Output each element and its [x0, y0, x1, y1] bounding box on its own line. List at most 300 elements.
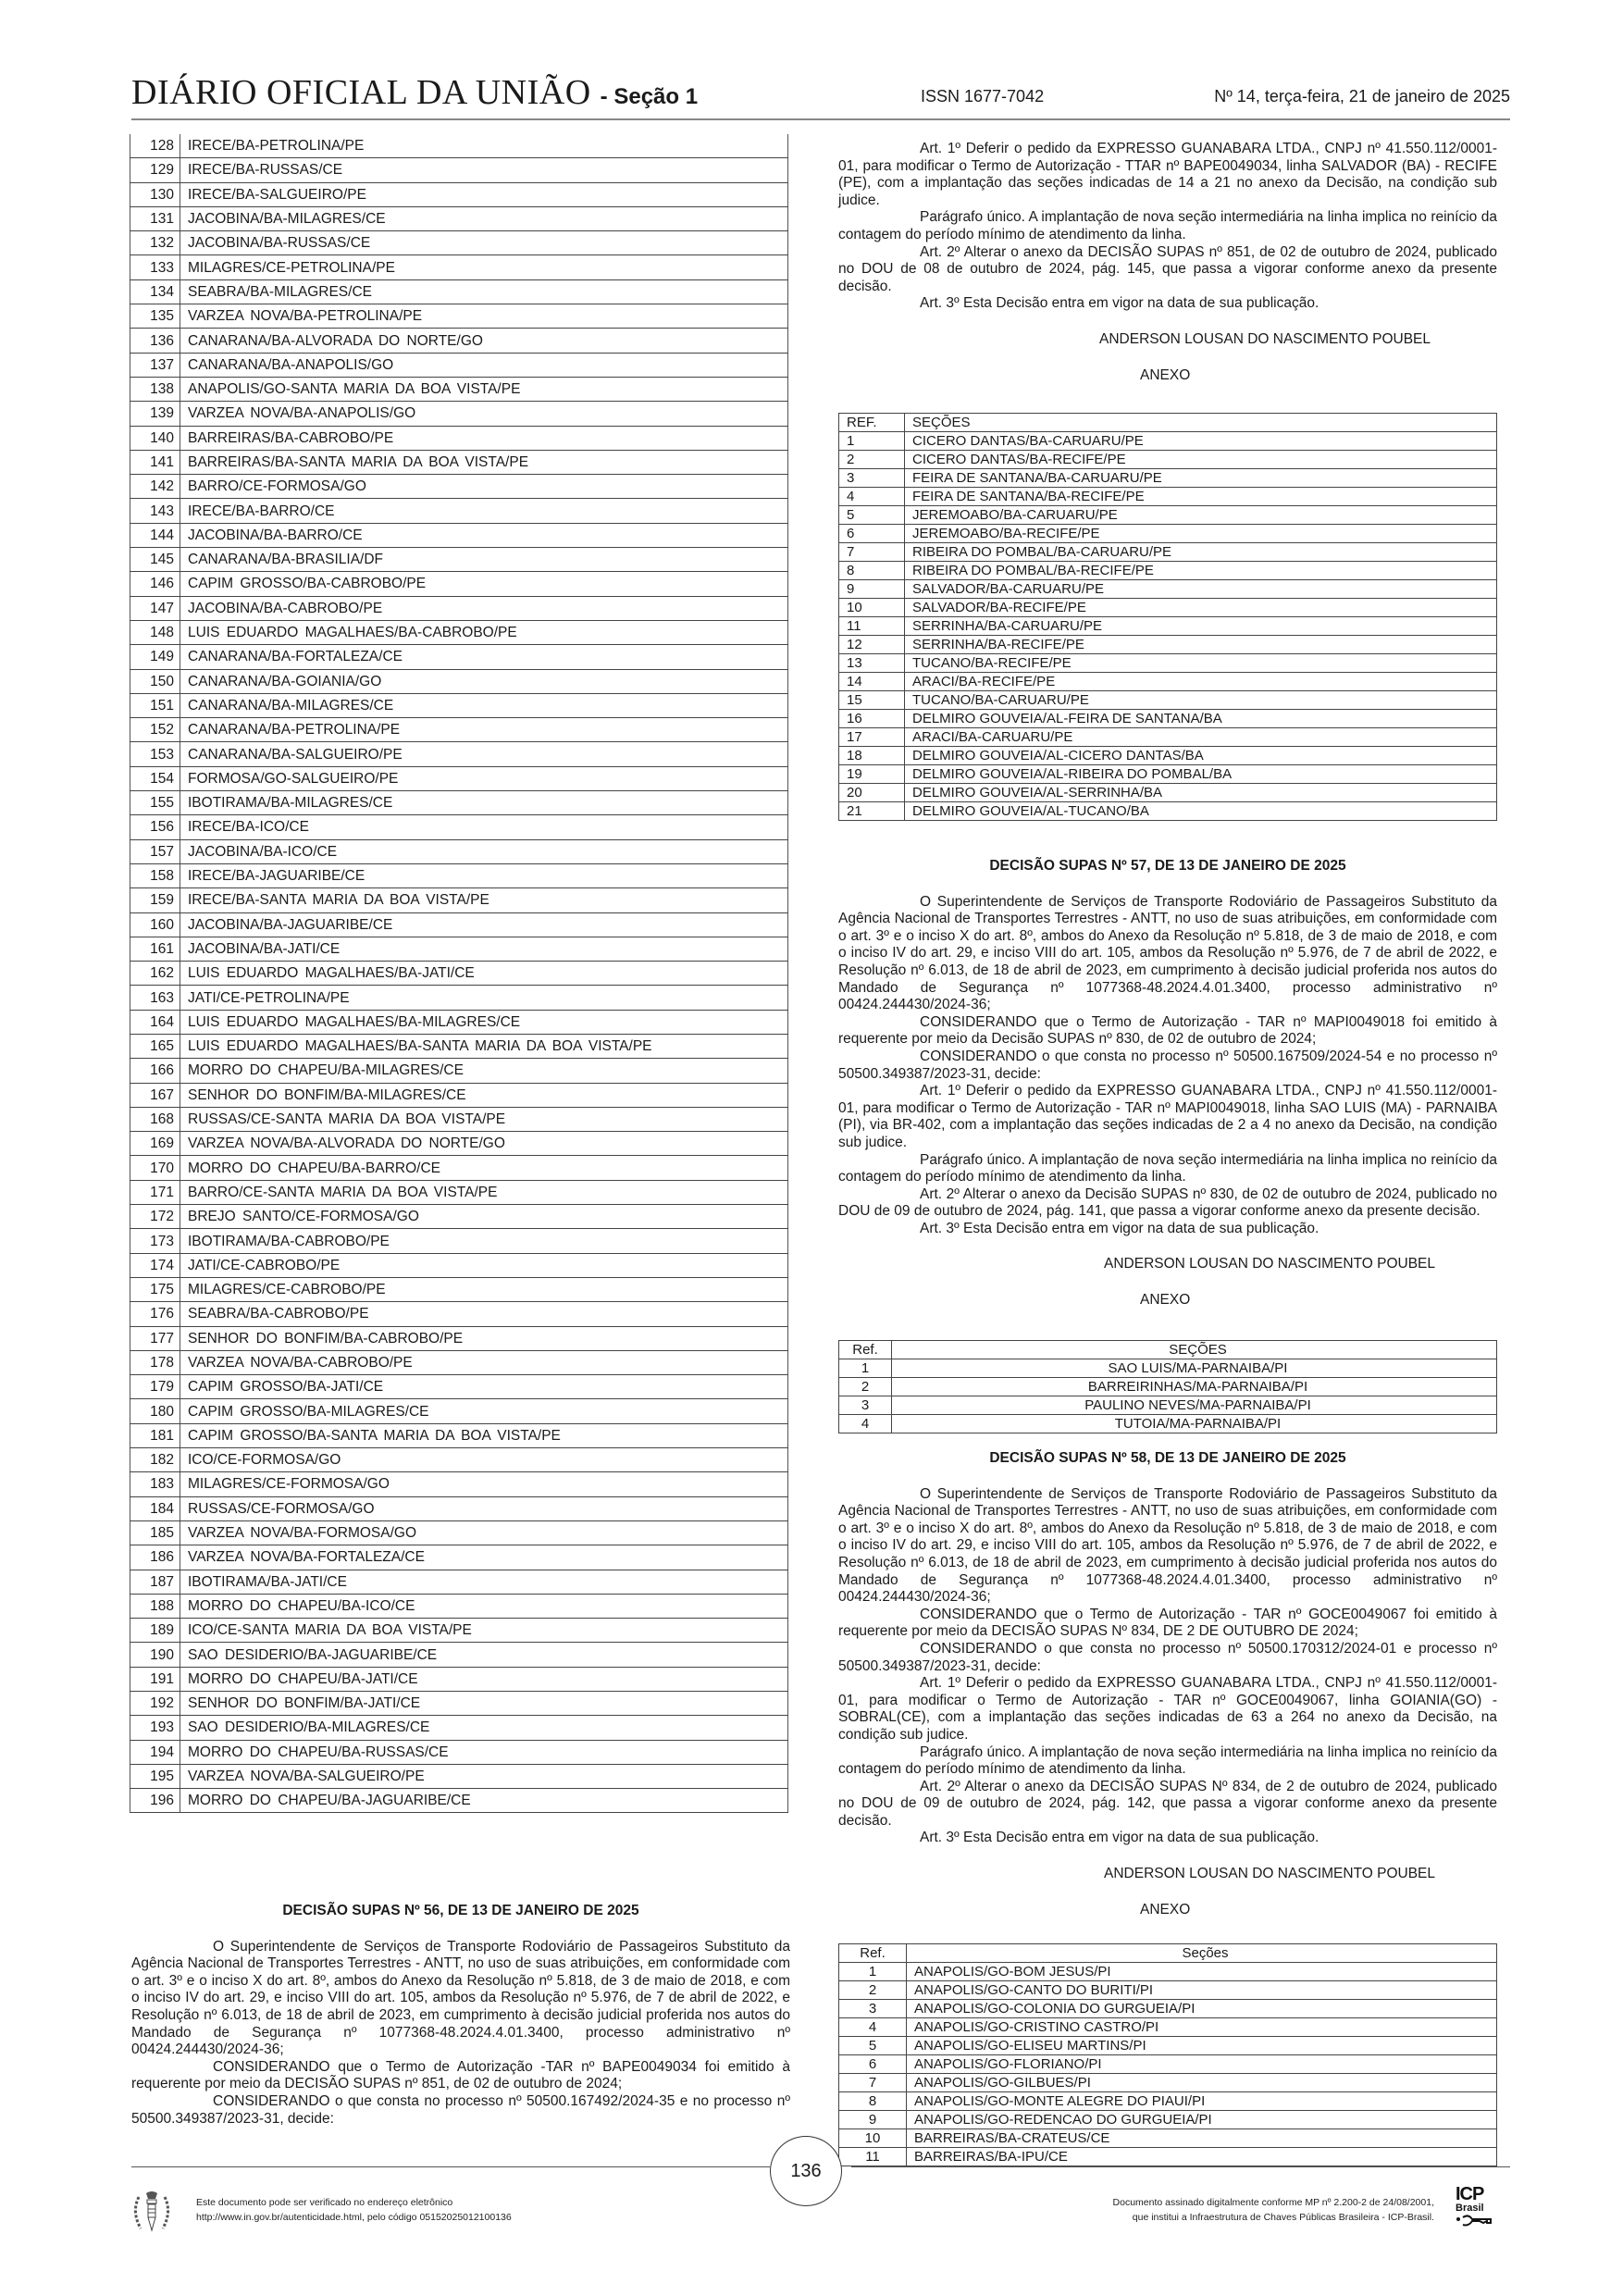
table-row — [130, 1740, 788, 1764]
section-route: TUCANO/BA-CARUARU/PE — [905, 691, 1497, 710]
section-route: MORRO DO CHAPEU/BA-MILAGRES/CE — [180, 1059, 788, 1083]
section-route: ANAPOLIS/GO-ELISEU MARTINS/PI — [907, 2037, 1497, 2055]
row-number: 142 — [130, 475, 180, 499]
table-row — [130, 596, 788, 620]
table-row — [839, 469, 1497, 488]
table-row — [839, 1359, 1497, 1378]
row-number: 153 — [130, 742, 180, 766]
decisao-56-continued — [838, 141, 1497, 384]
section-route: ARACI/BA-RECIFE/PE — [905, 673, 1497, 691]
ref-number: 20 — [839, 784, 905, 802]
icp-brasil-key-icon — [1456, 2186, 1494, 2238]
masthead — [131, 72, 698, 113]
national-press-emblem-icon — [130, 2188, 174, 2236]
ref-number: 2 — [839, 451, 905, 469]
table-row — [130, 134, 788, 158]
section-route: PAULINO NEVES/MA-PARNAIBA/PI — [892, 1396, 1497, 1415]
section-route: ARACI/BA-CARUARU/PE — [905, 728, 1497, 747]
section-route: DELMIRO GOUVEIA/AL-CICERO DANTAS/BA — [905, 747, 1497, 765]
section-route: FEIRA DE SANTANA/BA-RECIFE/PE — [905, 488, 1497, 506]
row-number: 140 — [130, 426, 180, 450]
table-row — [130, 1229, 788, 1253]
footer-divider — [851, 2166, 1510, 2167]
row-number: 149 — [130, 645, 180, 669]
section-route: MORRO DO CHAPEU/BA-JATI/CE — [180, 1667, 788, 1691]
table-row — [130, 1302, 788, 1326]
table-row — [130, 1399, 788, 1423]
section-route: CANARANA/BA-PETROLINA/PE — [180, 718, 788, 742]
table-row — [130, 402, 788, 426]
section-route: FORMOSA/GO-SALGUEIRO/PE — [180, 766, 788, 790]
row-number: 186 — [130, 1545, 180, 1570]
table-row — [839, 580, 1497, 599]
section-route: SENHOR DO BONFIM/BA-CABROBO/PE — [180, 1326, 788, 1350]
section-route: JATI/CE-PETROLINA/PE — [180, 986, 788, 1010]
table-row — [130, 1253, 788, 1277]
table-row — [130, 475, 788, 499]
section-route: JEREMOABO/BA-CARUARU/PE — [905, 506, 1497, 525]
section-route: SEABRA/BA-CABROBO/PE — [180, 1302, 788, 1326]
section-route: IBOTIRAMA/BA-JATI/CE — [180, 1570, 788, 1594]
table-row — [839, 543, 1497, 562]
table-row — [839, 710, 1497, 728]
section-route: SENHOR DO BONFIM/BA-MILAGRES/CE — [180, 1083, 788, 1107]
table-row — [130, 1472, 788, 1496]
table-row — [130, 426, 788, 450]
table-row — [130, 1716, 788, 1740]
table-row — [130, 304, 788, 329]
row-number: 148 — [130, 620, 180, 644]
row-number: 130 — [130, 182, 180, 206]
table-row — [839, 1981, 1497, 2000]
row-number: 128 — [130, 134, 180, 158]
section-route: VARZEA NOVA/BA-PETROLINA/PE — [180, 304, 788, 329]
table-row — [839, 636, 1497, 654]
section-route: BARRO/CE-FORMOSA/GO — [180, 475, 788, 499]
issue-date: Nº 14, terça-feira, 21 de janeiro de 2025 — [1214, 87, 1510, 105]
section-route: VARZEA NOVA/BA-FORTALEZA/CE — [180, 1545, 788, 1570]
table-row — [839, 617, 1497, 636]
table-row — [839, 2018, 1497, 2037]
table-row — [839, 2092, 1497, 2111]
row-number: 137 — [130, 353, 180, 377]
row-number: 158 — [130, 863, 180, 887]
annex-table-58 — [838, 1943, 1497, 2166]
section-route: ANAPOLIS/GO-CANTO DO BURITI/PI — [907, 1981, 1497, 2000]
table-row — [839, 2074, 1497, 2092]
table-row — [130, 1107, 788, 1131]
row-number: 191 — [130, 1667, 180, 1691]
row-number: 161 — [130, 937, 180, 961]
row-number: 167 — [130, 1083, 180, 1107]
section-label: - Seção 1 — [600, 84, 699, 109]
table-row — [130, 1545, 788, 1570]
table-row — [130, 888, 788, 912]
table-row — [130, 1789, 788, 1813]
ref-number: 1 — [839, 432, 905, 451]
row-number: 163 — [130, 986, 180, 1010]
paragraph: CONSIDERANDO que o Termo de Autorização - TAR nº GOCE0049067 foi emitido à requerente por meio da DECISÃO SUPAS Nº 834, DE 2 DE OUTUBRO DE 2024; — [838, 1606, 1497, 1640]
table-row — [130, 693, 788, 717]
icp-logo-subtext: Brasil — [1456, 2203, 1484, 2214]
section-route: LUIS EDUARDO MAGALHAES/BA-SANTA MARIA DA BOA VISTA/PE — [180, 1034, 788, 1058]
table-row — [839, 2111, 1497, 2129]
ref-number: 8 — [839, 2092, 907, 2111]
ref-number: 9 — [839, 2111, 907, 2129]
ref-number: 6 — [839, 2055, 907, 2074]
sections-table-continued — [130, 134, 788, 1813]
section-route: CAPIM GROSSO/BA-JATI/CE — [180, 1375, 788, 1399]
section-route: CANARANA/BA-SALGUEIRO/PE — [180, 742, 788, 766]
section-route: CICERO DANTAS/BA-RECIFE/PE — [905, 451, 1497, 469]
column-header-ref: REF. — [839, 414, 905, 432]
verification-notice — [196, 2195, 512, 2225]
section-route: JACOBINA/BA-RUSSAS/CE — [180, 231, 788, 255]
section-route: ANAPOLIS/GO-COLONIA DO GURGUEIA/PI — [907, 2000, 1497, 2018]
section-route: JACOBINA/BA-CABROBO/PE — [180, 596, 788, 620]
table-row — [130, 353, 788, 377]
icp-logo-text: ICP — [1456, 2184, 1484, 2204]
table-row — [130, 158, 788, 182]
table-row — [130, 1205, 788, 1229]
section-route: CANARANA/BA-MILAGRES/CE — [180, 693, 788, 717]
row-number: 195 — [130, 1764, 180, 1788]
column-header-secoes: Seções — [907, 1944, 1497, 1963]
ref-number: 4 — [839, 1415, 892, 1433]
table-row — [130, 1643, 788, 1667]
table-row — [130, 1764, 788, 1788]
ref-number: 5 — [839, 506, 905, 525]
section-route: RIBEIRA DO POMBAL/BA-RECIFE/PE — [905, 562, 1497, 580]
column-header-secoes: SEÇÕES — [905, 414, 1497, 432]
section-route: CANARANA/BA-ANAPOLIS/GO — [180, 353, 788, 377]
row-number: 129 — [130, 158, 180, 182]
ref-number: 2 — [839, 1981, 907, 2000]
table-row — [130, 1448, 788, 1472]
table-row — [130, 815, 788, 839]
paragraph: CONSIDERANDO o que consta no processo nº 50500.170312/2024-01 e processo nº 50500.349387/2023-31, decide: — [838, 1640, 1497, 1674]
ref-number: 17 — [839, 728, 905, 747]
table-row — [130, 523, 788, 547]
section-route: SEABRA/BA-MILAGRES/CE — [180, 279, 788, 304]
section-route: IRECE/BA-BARRO/CE — [180, 499, 788, 523]
paragraph: Parágrafo único. A implantação de nova seção intermediária na linha implica no reinício da contagem do período mínimo de atendimento da linha. — [838, 1151, 1497, 1185]
ref-number: 16 — [839, 710, 905, 728]
section-route: IRECE/BA-JAGUARIBE/CE — [180, 863, 788, 887]
row-number: 159 — [130, 888, 180, 912]
row-number: 154 — [130, 766, 180, 790]
table-row — [130, 1619, 788, 1643]
section-route: BARREIRAS/BA-SANTA MARIA DA BOA VISTA/PE — [180, 450, 788, 474]
page-number-text: 136 — [790, 2160, 822, 2181]
row-number: 189 — [130, 1619, 180, 1643]
footer-divider — [131, 2166, 770, 2167]
ref-number: 3 — [839, 2000, 907, 2018]
section-route: ANAPOLIS/GO-BOM JESUS/PI — [907, 1963, 1497, 1981]
table-row — [839, 654, 1497, 673]
ref-number: 1 — [839, 1963, 907, 1981]
row-number: 151 — [130, 693, 180, 717]
table-row — [839, 1415, 1497, 1433]
table-row — [130, 1156, 788, 1180]
section-route: BARREIRINHAS/MA-PARNAIBA/PI — [892, 1378, 1497, 1396]
ref-number: 14 — [839, 673, 905, 691]
table-row — [130, 937, 788, 961]
row-number: 196 — [130, 1789, 180, 1813]
annex-table-56 — [838, 413, 1497, 821]
ref-number: 7 — [839, 2074, 907, 2092]
table-row — [839, 2055, 1497, 2074]
table-row — [130, 206, 788, 230]
row-number: 193 — [130, 1716, 180, 1740]
row-number: 146 — [130, 572, 180, 596]
section-route: CANARANA/BA-ALVORADA DO NORTE/GO — [180, 329, 788, 353]
row-number: 147 — [130, 596, 180, 620]
row-number: 133 — [130, 255, 180, 279]
paragraph: Parágrafo único. A implantação de nova seção intermediária na linha implica no reinício da contagem do período mínimo de atendimento da linha. — [838, 209, 1497, 242]
section-route: ANAPOLIS/GO-MONTE ALEGRE DO PIAUI/PI — [907, 2092, 1497, 2111]
ref-number: 9 — [839, 580, 905, 599]
table-row — [839, 1378, 1497, 1396]
section-route: ANAPOLIS/GO-REDENCAO DO GURGUEIA/PI — [907, 2111, 1497, 2129]
section-route: CAPIM GROSSO/BA-CABROBO/PE — [180, 572, 788, 596]
row-number: 144 — [130, 523, 180, 547]
section-route: VARZEA NOVA/BA-ANAPOLIS/GO — [180, 402, 788, 426]
digital-signature-notice — [953, 2195, 1434, 2225]
table-row — [130, 1375, 788, 1399]
ref-number: 21 — [839, 802, 905, 821]
table-row — [130, 620, 788, 644]
section-route: DELMIRO GOUVEIA/AL-RIBEIRA DO POMBAL/BA — [905, 765, 1497, 784]
ref-number: 3 — [839, 1396, 892, 1415]
section-route: TUTOIA/MA-PARNAIBA/PI — [892, 1415, 1497, 1433]
table-row — [130, 1180, 788, 1204]
annex-label: ANEXO — [1140, 1292, 1191, 1309]
section-route: JEREMOABO/BA-RECIFE/PE — [905, 525, 1497, 543]
section-route: BREJO SANTO/CE-FORMOSA/GO — [180, 1205, 788, 1229]
table-row — [130, 329, 788, 353]
section-route: JACOBINA/BA-JATI/CE — [180, 937, 788, 961]
paragraph: Art. 2º Alterar o anexo da DECISÃO SUPAS nº 851, de 02 de outubro de 2024, publicado no DOU de 08 de outubro de 2024, pág. 145, que passa a vigorar conforme anexo da presente decisão. — [838, 243, 1497, 294]
section-route: CAPIM GROSSO/BA-MILAGRES/CE — [180, 1399, 788, 1423]
annex-table-57 — [838, 1340, 1497, 1433]
ref-number: 7 — [839, 543, 905, 562]
row-number: 172 — [130, 1205, 180, 1229]
paragraph: Art. 3º Esta Decisão entra em vigor na data de sua publicação. — [920, 295, 1319, 312]
signature: ANDERSON LOUSAN DO NASCIMENTO POUBEL — [1104, 1256, 1436, 1272]
section-route: MILAGRES/CE-CABROBO/PE — [180, 1277, 788, 1301]
table-row — [839, 432, 1497, 451]
paragraph: Art. 3º Esta Decisão entra em vigor na data de sua publicação. — [920, 1220, 1319, 1236]
paragraph: Art. 2º Alterar o anexo da DECISÃO SUPAS Nº 834, de 2 de outubro de 2024, publicado no DOU de 09 de outubro de 2024, pág. 142, que passa a vigorar conforme anexo da presente decisão. — [838, 1778, 1497, 1829]
paragraph: CONSIDERANDO que o Termo de Autorização - TAR nº MAPI0049018 foi emitido à requerente por meio da Decisão SUPAS nº 830, de 02 de outubro de 2024; — [838, 1013, 1497, 1048]
ref-number: 10 — [839, 2129, 907, 2148]
paragraph: O Superintendente de Serviços de Transporte Rodoviário de Passageiros Substituto da Agência Nacional de Transportes Terrestres - ANTT, no uso de suas atribuições, em conformidade com o art. 3º e o inciso X do art. 8º, ambos do Anexo da Resolução nº 5.818, de 3 de maio de 2018, e com o inciso IV do art. 29, e inciso VIII do art. 105, ambos da Resolução nº 5.976, de 7 de abril de 2022, e Resolução nº 6.013, de 18 de abril de 2023, em cumprimento à decisão judicial proferida nos autos do Mandado de Segurança nº 1077368-48.2024.4.01.3400, processo administrativo nº 00424.244430/2024-36; — [131, 1938, 790, 2058]
section-route: DELMIRO GOUVEIA/AL-FEIRA DE SANTANA/BA — [905, 710, 1497, 728]
section-route: SALVADOR/BA-RECIFE/PE — [905, 599, 1497, 617]
row-number: 175 — [130, 1277, 180, 1301]
table-row — [839, 2000, 1497, 2018]
row-number: 187 — [130, 1570, 180, 1594]
table-row — [839, 747, 1497, 765]
page-number — [770, 2136, 842, 2206]
table-row — [130, 912, 788, 937]
table-row — [130, 1350, 788, 1374]
signature-notice-line-1: Documento assinado digitalmente conforme MP nº 2.200-2 de 24/08/2001, — [1112, 2197, 1434, 2208]
section-route: SERRINHA/BA-CARUARU/PE — [905, 617, 1497, 636]
ref-number: 4 — [839, 2018, 907, 2037]
row-number: 132 — [130, 231, 180, 255]
table-row — [130, 548, 788, 572]
section-route: IBOTIRAMA/BA-CABROBO/PE — [180, 1229, 788, 1253]
section-route: CANARANA/BA-FORTALEZA/CE — [180, 645, 788, 669]
decisao-58-title: DECISÃO SUPAS Nº 58, DE 13 DE JANEIRO DE 2025 — [989, 1450, 1346, 1466]
table-row — [130, 1496, 788, 1520]
section-route: MILAGRES/CE-FORMOSA/GO — [180, 1472, 788, 1496]
table-row — [130, 645, 788, 669]
ref-number: 3 — [839, 469, 905, 488]
table-row — [130, 1059, 788, 1083]
table-row — [130, 1423, 788, 1447]
section-route: IBOTIRAMA/BA-MILAGRES/CE — [180, 791, 788, 815]
section-route: IRECE/BA-RUSSAS/CE — [180, 158, 788, 182]
section-route: RIBEIRA DO POMBAL/BA-CARUARU/PE — [905, 543, 1497, 562]
section-route: IRECE/BA-PETROLINA/PE — [180, 134, 788, 158]
section-route: VARZEA NOVA/BA-SALGUEIRO/PE — [180, 1764, 788, 1788]
table-row — [130, 1570, 788, 1594]
table-row — [130, 1520, 788, 1545]
table-row — [839, 673, 1497, 691]
paragraph: Art. 1º Deferir o pedido da EXPRESSO GUANABARA LTDA., CNPJ nº 41.550.112/0001-01, para modificar o Termo de Autorização - TTAR nº BAPE0049034, linha SALVADOR (BA) - RECIFE (PE), com a implantação das seções indicadas de 14 a 21 no anexo da Decisão, na condição sub judice. — [838, 141, 1497, 208]
table-row — [130, 986, 788, 1010]
section-route: SALVADOR/BA-CARUARU/PE — [905, 580, 1497, 599]
section-route: ICO/CE-FORMOSA/GO — [180, 1448, 788, 1472]
table-row — [130, 255, 788, 279]
paragraph: Art. 1º Deferir o pedido da EXPRESSO GUANABARA LTDA., CNPJ nº 41.550.112/0001-01, para modificar o Termo de Autorização - TAR nº MAPI0049018, linha SAO LUIS (MA) - PARNAIBA (PI), via BR-402, com a implantação das seções indicadas de 2 a 4 no anexo da Decisão, na condição sub judice. — [838, 1083, 1497, 1150]
row-number: 136 — [130, 329, 180, 353]
section-route: VARZEA NOVA/BA-FORMOSA/GO — [180, 1520, 788, 1545]
table-row — [839, 802, 1497, 821]
row-number: 134 — [130, 279, 180, 304]
decisao-57-title: DECISÃO SUPAS Nº 57, DE 13 DE JANEIRO DE 2025 — [989, 858, 1346, 874]
ref-number: 1 — [839, 1359, 892, 1378]
row-number: 131 — [130, 206, 180, 230]
table-row — [839, 2148, 1497, 2166]
table-row — [839, 784, 1497, 802]
column-header-ref: Ref. — [839, 1341, 892, 1359]
section-route: VARZEA NOVA/BA-ALVORADA DO NORTE/GO — [180, 1132, 788, 1156]
section-route: ICO/CE-SANTA MARIA DA BOA VISTA/PE — [180, 1619, 788, 1643]
table-row — [130, 1034, 788, 1058]
table-row — [130, 279, 788, 304]
section-route: IRECE/BA-ICO/CE — [180, 815, 788, 839]
row-number: 165 — [130, 1034, 180, 1058]
section-route: LUIS EDUARDO MAGALHAES/BA-CABROBO/PE — [180, 620, 788, 644]
table-row — [130, 863, 788, 887]
table-row — [130, 1594, 788, 1618]
ref-number: 2 — [839, 1378, 892, 1396]
row-number: 183 — [130, 1472, 180, 1496]
section-route: LUIS EDUARDO MAGALHAES/BA-JATI/CE — [180, 962, 788, 986]
section-route: IRECE/BA-SANTA MARIA DA BOA VISTA/PE — [180, 888, 788, 912]
paragraph: Art. 1º Deferir o pedido da EXPRESSO GUANABARA LTDA., CNPJ nº 41.550.112/0001-01, para modificar o Termo de Autorização - TAR nº GOCE0049067, linha GOIANIA(GO) - SOBRAL(CE), com a implantação das seções indicadas de 63 a 264 no anexo da Decisão, na condição sub judice. — [838, 1675, 1497, 1743]
table-row — [839, 451, 1497, 469]
ref-number: 13 — [839, 654, 905, 673]
table-row — [839, 525, 1497, 543]
row-number: 194 — [130, 1740, 180, 1764]
table-row — [130, 1326, 788, 1350]
row-number: 171 — [130, 1180, 180, 1204]
row-number: 192 — [130, 1692, 180, 1716]
decisao-57 — [838, 858, 1497, 1309]
row-number: 135 — [130, 304, 180, 329]
table-row — [130, 450, 788, 474]
ref-number: 4 — [839, 488, 905, 506]
table-row — [130, 839, 788, 863]
table-row — [839, 1963, 1497, 1981]
table-row — [130, 182, 788, 206]
row-number: 185 — [130, 1520, 180, 1545]
table-row — [839, 2129, 1497, 2148]
row-number: 173 — [130, 1229, 180, 1253]
paragraph: CONSIDERANDO o que consta no processo nº 50500.167492/2024-35 e no processo nº 50500.349387/2023-31, decide: — [131, 2092, 790, 2127]
row-number: 190 — [130, 1643, 180, 1667]
decisao-56-title: DECISÃO SUPAS Nº 56, DE 13 DE JANEIRO DE 2025 — [282, 1903, 639, 1918]
table-row — [839, 488, 1497, 506]
table-row — [130, 1010, 788, 1034]
table-row — [839, 728, 1497, 747]
row-number: 174 — [130, 1253, 180, 1277]
table-row — [130, 1277, 788, 1301]
row-number: 188 — [130, 1594, 180, 1618]
section-route: SAO LUIS/MA-PARNAIBA/PI — [892, 1359, 1497, 1378]
ref-number: 19 — [839, 765, 905, 784]
row-number: 152 — [130, 718, 180, 742]
ref-number: 11 — [839, 617, 905, 636]
column-header-ref: Ref. — [839, 1944, 907, 1963]
section-route: SAO DESIDERIO/BA-MILAGRES/CE — [180, 1716, 788, 1740]
row-number: 180 — [130, 1399, 180, 1423]
column-header-secoes: SEÇÕES — [892, 1341, 1497, 1359]
section-route: ANAPOLIS/GO-GILBUES/PI — [907, 2074, 1497, 2092]
table-row — [130, 572, 788, 596]
table-row — [839, 562, 1497, 580]
row-number: 162 — [130, 962, 180, 986]
section-route: BARREIRAS/BA-CABROBO/PE — [180, 426, 788, 450]
row-number: 168 — [130, 1107, 180, 1131]
section-route: JACOBINA/BA-MILAGRES/CE — [180, 206, 788, 230]
row-number: 143 — [130, 499, 180, 523]
row-number: 178 — [130, 1350, 180, 1374]
row-number: 181 — [130, 1423, 180, 1447]
table-row — [130, 377, 788, 401]
table-row — [839, 1396, 1497, 1415]
section-route: CAPIM GROSSO/BA-SANTA MARIA DA BOA VISTA/PE — [180, 1423, 788, 1447]
ref-number: 6 — [839, 525, 905, 543]
section-route: BARREIRAS/BA-CRATEUS/CE — [907, 2129, 1497, 2148]
section-route: BARRO/CE-SANTA MARIA DA BOA VISTA/PE — [180, 1180, 788, 1204]
verification-link[interactable]: http://www.in.gov.br/autenticidade.html, pelo código 05152025012100136 — [196, 2212, 512, 2223]
section-route: TUCANO/BA-RECIFE/PE — [905, 654, 1497, 673]
table-row — [839, 2037, 1497, 2055]
row-number: 169 — [130, 1132, 180, 1156]
section-route: SERRINHA/BA-RECIFE/PE — [905, 636, 1497, 654]
table-row — [839, 691, 1497, 710]
row-number: 156 — [130, 815, 180, 839]
section-route: MORRO DO CHAPEU/BA-ICO/CE — [180, 1594, 788, 1618]
table-row — [130, 1083, 788, 1107]
section-route: SAO DESIDERIO/BA-JAGUARIBE/CE — [180, 1643, 788, 1667]
